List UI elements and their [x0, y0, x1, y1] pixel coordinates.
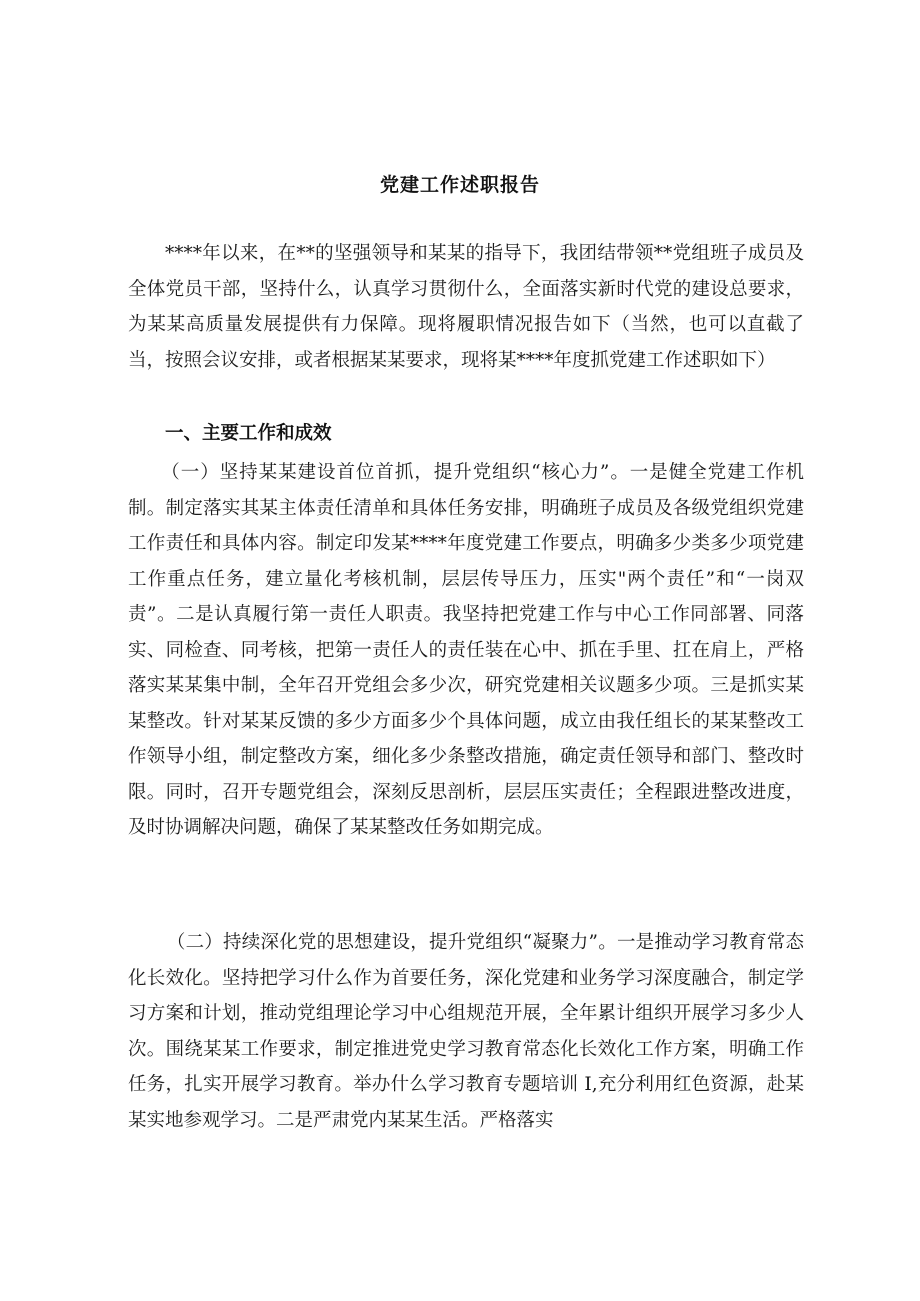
body-paragraph-2: （二）持续深化党的思想建设，提升党组织“凝聚力”。一是推动学习教育常态化长效化。坚持把学习什么作为首要任务，深化党建和业务学习深度融合，制定学习方案和计划，推动党组理论学习中心组规范开展，全年累计组织开展学习多少人次。围绕某某工作要求，制定推进党史学习教育常态化长效化工作方案，明确工作任务，扎实开展学习教育。举办什么学习教育专题培训 I,充分利用红色资源，赴某某实地参观学习。二是严肃党内某某生活。严格落实 [128, 932, 804, 1131]
document-title: 党建工作述职报告 [379, 174, 540, 196]
section-heading: 一、主要工作和成效 [165, 423, 332, 444]
body-paragraph-1: （一）坚持某某建设首位首抓，提升党组织“核心力”。一是健全党建工作机制。制定落实其某主体责任清单和具体任务安排，明确班子成员及各级党组织党建工作责任和具体内容。制定印发某****年度党建工作要点，明确多少类多少项党建工作重点任务，建立量化考核机制，层层传导压力，压实"两个责任”和“一岗双责”。二是认真履行第一责任人职责。我坚持把党建工作与中心工作同部署、同落实、同检查、同考核，把第一责任人的责任装在心中、抓在手里、扛在肩上，严格落实某某集中制，全年召开党组会多少次，研究党建相关议题多少项。三是抓实某某整改。针对某某反馈的多少方面多少个具体问题，成立由我任组长的某某整改工作领导小组，制定整改方案，细化多少条整改措施，确定责任领导和部门、整改时限。同时，召开专题党组会，深刻反思剖析，层层压实责任；全程跟进整改进度，及时协调解决问题，确保了某某整改任务如期完成。 [128, 462, 804, 838]
intro-paragraph: ****年以来，在**的坚强领导和某某的指导下，我团结带领**党组班子成员及全体党员干部，坚持什么，认真学习贯彻什么，全面落实新时代党的建设总要求，为某某高质量发展提供有力保障。现将履职情况报告如下（当然，也可以直截了当，按照会议安排，或者根据某某要求，现将某****年度抓党建工作述职如下） [128, 243, 804, 371]
